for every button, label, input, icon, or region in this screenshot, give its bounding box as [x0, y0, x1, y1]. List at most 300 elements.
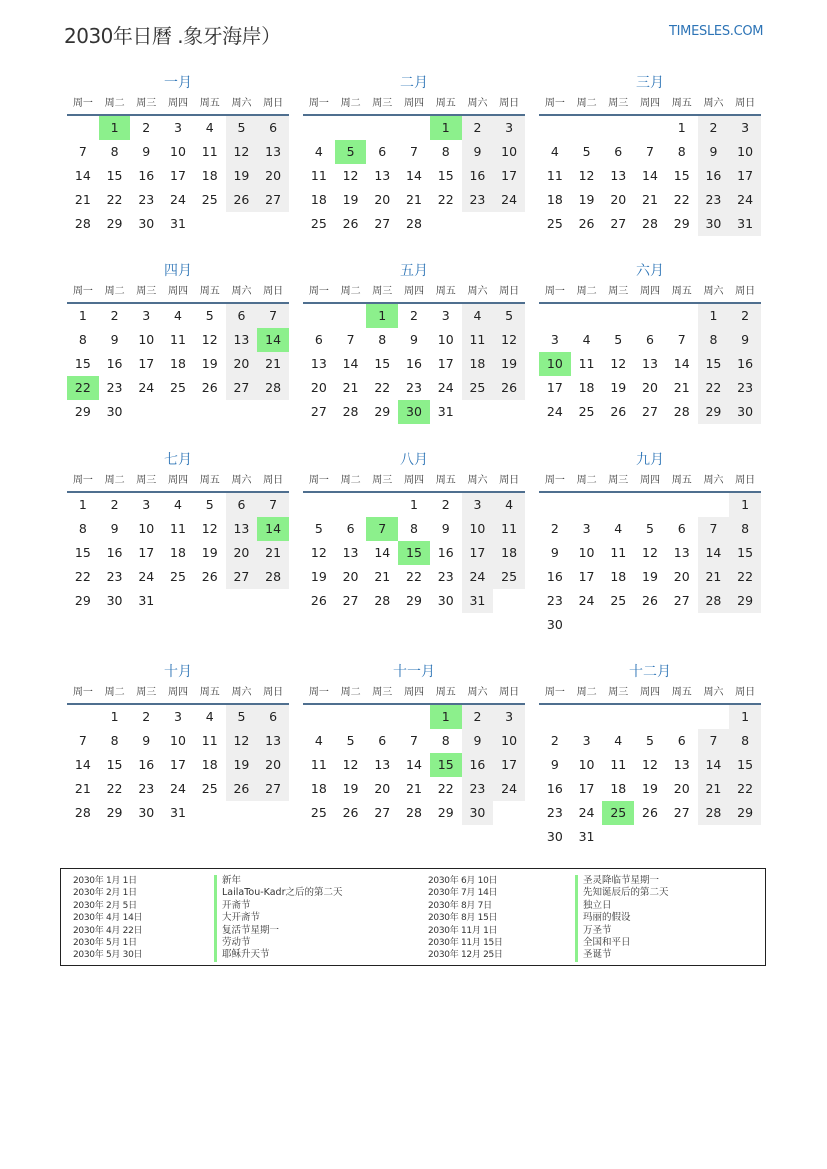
day-cell: 10: [729, 140, 761, 164]
weekday-label: 周四: [404, 687, 425, 698]
day-cell: 24: [578, 593, 595, 608]
empty-cell: [398, 705, 430, 729]
day-cell: 6: [378, 144, 387, 159]
day-cell: 6: [314, 332, 323, 347]
day-cell: 4: [550, 144, 559, 159]
day-cell: 28: [406, 805, 422, 820]
day-cell: 23: [406, 380, 422, 395]
weekday-label: 周六: [467, 475, 488, 486]
day-cell: 25: [201, 192, 218, 207]
empty-cell: [335, 493, 367, 517]
day-cell: 26: [201, 569, 218, 584]
day-cell: 20: [673, 569, 690, 584]
empty-cell: [335, 116, 367, 140]
holiday-list: [60, 868, 766, 966]
weekday-label: 周二: [576, 687, 597, 698]
day-cell: 9: [410, 332, 418, 347]
day-cell: 3: [174, 709, 182, 724]
day-cell: 15: [106, 757, 123, 772]
month-block: [67, 661, 289, 825]
day-cell: 5: [314, 521, 323, 536]
weekday-label: 周四: [640, 286, 661, 297]
weekday-label: 周三: [608, 286, 629, 297]
empty-cell: [539, 116, 571, 140]
weekday-header: [303, 471, 525, 493]
day-cell: 18: [201, 757, 218, 772]
day-cell: 19: [642, 781, 658, 796]
holiday-day-cell: 22: [67, 376, 99, 400]
day-cell: 13: [226, 517, 258, 541]
month-block: [67, 449, 289, 613]
day-cell: 14: [698, 753, 730, 777]
weekday-label: 周五: [199, 687, 220, 698]
day-cell: 16: [546, 569, 563, 584]
weekday-label: 周四: [168, 687, 189, 698]
day-cell: 9: [110, 521, 119, 536]
day-cell: 3: [493, 705, 525, 729]
day-cell: 31: [170, 805, 186, 820]
day-cell: 29: [698, 400, 730, 424]
weekday-label: 周日: [735, 475, 756, 486]
day-cell: 4: [174, 497, 182, 512]
day-cell: 31: [729, 212, 761, 236]
day-cell: 11: [546, 168, 563, 183]
weekday-label: 周四: [640, 475, 661, 486]
day-grid: [539, 705, 761, 849]
day-cell: 21: [374, 569, 391, 584]
day-cell: 16: [138, 757, 155, 772]
day-cell: 18: [170, 356, 186, 371]
weekday-label: 周一: [544, 687, 565, 698]
day-cell: 17: [493, 753, 525, 777]
day-cell: 13: [642, 356, 658, 371]
day-cell: 9: [550, 757, 559, 772]
day-cell: 3: [142, 308, 151, 323]
weekday-label: 周三: [136, 286, 157, 297]
day-cell: 17: [138, 356, 155, 371]
empty-cell: [303, 493, 335, 517]
day-cell: 24: [546, 404, 563, 419]
day-cell: 24: [138, 569, 155, 584]
day-cell: 2: [142, 120, 151, 135]
day-cell: 24: [437, 380, 454, 395]
day-cell: 10: [138, 521, 155, 536]
month-name: 七月: [164, 452, 192, 468]
day-grid: [67, 116, 289, 236]
empty-cell: [666, 493, 698, 517]
day-cell: 12: [310, 545, 327, 560]
weekday-label: 周二: [104, 687, 125, 698]
site-brand-link[interactable]: TIMESLES.COM: [669, 24, 764, 39]
weekday-label: 周三: [372, 687, 393, 698]
day-cell: 7: [410, 144, 418, 159]
day-cell: 6: [257, 705, 289, 729]
holiday-name: 圣灵降临节星期一: [575, 875, 669, 887]
day-cell: 12: [226, 140, 258, 164]
day-cell: 29: [729, 589, 761, 613]
holiday-day-cell: 14: [257, 517, 289, 541]
day-cell: 7: [78, 144, 87, 159]
weekday-label: 周五: [199, 98, 220, 109]
day-cell: 27: [642, 404, 658, 419]
day-cell: 25: [310, 805, 327, 820]
day-cell: 11: [310, 757, 327, 772]
holiday-date: 2030年 6月 10日: [428, 876, 498, 886]
day-grid: [67, 493, 289, 613]
holiday-name: 独立日: [575, 900, 669, 912]
holiday-date: 2030年 5月 30日: [73, 950, 143, 961]
holiday-day-cell: 14: [257, 328, 289, 352]
day-cell: 28: [673, 404, 690, 419]
day-cell: 17: [493, 164, 525, 188]
weekday-label: 周一: [544, 98, 565, 109]
holiday-name: 先知诞辰后的第二天: [575, 887, 669, 899]
day-cell: 18: [170, 545, 186, 560]
day-cell: 12: [342, 168, 359, 183]
weekday-label: 周三: [608, 98, 629, 109]
weekday-label: 周六: [703, 286, 724, 297]
weekday-label: 周六: [231, 475, 252, 486]
weekday-label: 周一: [72, 286, 93, 297]
holiday-name: 玛丽的假设: [575, 912, 669, 924]
day-cell: 19: [201, 356, 218, 371]
day-cell: 30: [106, 404, 123, 419]
day-cell: 22: [406, 569, 422, 584]
holiday-names-right: [575, 875, 669, 962]
day-cell: 5: [205, 497, 214, 512]
day-cell: 25: [610, 593, 627, 608]
day-cell: 29: [106, 216, 123, 231]
day-cell: 4: [314, 733, 323, 748]
day-cell: 20: [257, 164, 289, 188]
day-cell: 5: [205, 308, 214, 323]
day-cell: 7: [257, 493, 289, 517]
day-cell: 8: [729, 729, 761, 753]
weekday-label: 周日: [263, 286, 284, 297]
day-cell: 11: [578, 356, 595, 371]
month-block: [303, 260, 525, 424]
day-cell: 25: [493, 565, 525, 589]
weekday-label: 周四: [640, 687, 661, 698]
day-cell: 20: [374, 192, 391, 207]
day-cell: 16: [546, 781, 563, 796]
day-cell: 30: [546, 617, 563, 632]
day-cell: 7: [677, 332, 686, 347]
day-cell: 20: [226, 352, 258, 376]
day-cell: 7: [698, 729, 730, 753]
day-cell: 28: [342, 404, 359, 419]
day-cell: 10: [170, 144, 186, 159]
weekday-label: 周一: [308, 98, 329, 109]
day-cell: 11: [201, 733, 218, 748]
day-cell: 7: [78, 733, 87, 748]
day-cell: 19: [226, 753, 258, 777]
day-cell: 4: [205, 709, 214, 724]
day-cell: 26: [342, 805, 359, 820]
day-cell: 17: [546, 380, 563, 395]
day-cell: 30: [138, 805, 155, 820]
empty-cell: [539, 304, 571, 328]
day-cell: 30: [437, 593, 454, 608]
weekday-label: 周六: [467, 98, 488, 109]
holiday-date: 2030年 11月 15日: [428, 937, 503, 948]
day-cell: 30: [106, 593, 123, 608]
day-cell: 27: [226, 376, 258, 400]
empty-cell: [571, 705, 603, 729]
holiday-day-cell: 1: [430, 705, 462, 729]
day-cell: 12: [201, 332, 218, 347]
day-cell: 24: [578, 805, 595, 820]
day-cell: 6: [677, 733, 686, 748]
day-cell: 21: [406, 781, 422, 796]
day-cell: 29: [729, 801, 761, 825]
empty-cell: [666, 705, 698, 729]
day-cell: 4: [614, 521, 623, 536]
day-cell: 9: [462, 729, 494, 753]
day-cell: 23: [462, 777, 494, 801]
weekday-label: 周日: [263, 475, 284, 486]
day-cell: 29: [673, 216, 690, 231]
weekday-label: 周日: [499, 98, 520, 109]
weekday-label: 周五: [435, 687, 456, 698]
day-cell: 4: [614, 733, 623, 748]
day-cell: 16: [106, 545, 123, 560]
day-cell: 16: [406, 356, 422, 371]
day-cell: 12: [642, 545, 658, 560]
day-cell: 9: [142, 733, 151, 748]
day-grid: [303, 304, 525, 424]
holiday-name: 开斋节: [214, 900, 343, 912]
day-cell: 15: [437, 168, 454, 183]
empty-cell: [634, 304, 666, 328]
day-cell: 1: [110, 709, 119, 724]
day-cell: 18: [462, 352, 494, 376]
day-cell: 31: [170, 216, 186, 231]
day-cell: 22: [673, 192, 690, 207]
month-block: [303, 449, 525, 613]
day-cell: 12: [578, 168, 595, 183]
holiday-name: LailaTou-Kadr之后的第二天: [214, 887, 343, 899]
empty-cell: [366, 493, 398, 517]
day-cell: 3: [174, 120, 182, 135]
day-cell: 3: [142, 497, 151, 512]
day-cell: 29: [437, 805, 454, 820]
day-cell: 31: [578, 829, 595, 844]
day-cell: 26: [342, 216, 359, 231]
day-cell: 14: [374, 545, 391, 560]
weekday-label: 周一: [544, 475, 565, 486]
day-cell: 29: [74, 404, 91, 419]
day-cell: 15: [729, 753, 761, 777]
day-cell: 5: [614, 332, 623, 347]
day-cell: 19: [610, 380, 627, 395]
weekday-label: 周六: [231, 687, 252, 698]
day-grid: [539, 304, 761, 424]
empty-cell: [398, 116, 430, 140]
month-name: 十一月: [393, 664, 435, 680]
day-cell: 14: [74, 757, 91, 772]
day-cell: 13: [257, 140, 289, 164]
weekday-label: 周五: [435, 286, 456, 297]
day-cell: 11: [310, 168, 327, 183]
day-cell: 6: [226, 304, 258, 328]
day-cell: 15: [698, 352, 730, 376]
weekday-label: 周二: [340, 687, 361, 698]
day-cell: 14: [642, 168, 658, 183]
day-cell: 28: [257, 376, 289, 400]
empty-cell: [602, 116, 634, 140]
day-cell: 8: [110, 144, 119, 159]
weekday-label: 周二: [340, 475, 361, 486]
day-cell: 28: [698, 801, 730, 825]
day-cell: 11: [610, 757, 627, 772]
holiday-name: 圣诞节: [575, 949, 669, 961]
day-cell: 5: [646, 521, 654, 536]
weekday-header: [67, 282, 289, 304]
page-title: 2030年日曆 .象牙海岸）: [64, 24, 281, 48]
day-cell: 16: [698, 164, 730, 188]
day-cell: 21: [257, 352, 289, 376]
month-name: 一月: [164, 75, 192, 91]
day-cell: 21: [342, 380, 359, 395]
empty-cell: [634, 493, 666, 517]
day-cell: 23: [138, 781, 155, 796]
holiday-day-cell: 7: [366, 517, 398, 541]
weekday-label: 周三: [372, 475, 393, 486]
day-cell: 8: [441, 144, 450, 159]
day-cell: 17: [437, 356, 454, 371]
weekday-label: 周三: [372, 98, 393, 109]
weekday-label: 周六: [703, 687, 724, 698]
day-cell: 30: [138, 216, 155, 231]
day-cell: 1: [729, 493, 761, 517]
empty-cell: [602, 304, 634, 328]
day-cell: 24: [170, 192, 186, 207]
empty-cell: [571, 493, 603, 517]
day-cell: 6: [378, 733, 387, 748]
day-cell: 27: [374, 216, 391, 231]
day-cell: 1: [698, 304, 730, 328]
day-cell: 28: [74, 805, 91, 820]
day-cell: 9: [698, 140, 730, 164]
holiday-day-cell: 15: [430, 753, 462, 777]
day-cell: 11: [493, 517, 525, 541]
day-cell: 14: [406, 168, 422, 183]
empty-cell: [602, 493, 634, 517]
day-cell: 13: [374, 168, 391, 183]
day-cell: 18: [201, 168, 218, 183]
day-cell: 25: [578, 404, 595, 419]
day-cell: 23: [546, 805, 563, 820]
day-cell: 1: [78, 497, 87, 512]
weekday-label: 周日: [263, 687, 284, 698]
day-cell: 28: [74, 216, 91, 231]
day-cell: 23: [729, 376, 761, 400]
day-cell: 2: [462, 705, 494, 729]
day-cell: 28: [406, 216, 422, 231]
day-cell: 15: [729, 541, 761, 565]
holiday-names-left: [214, 875, 343, 962]
weekday-label: 周二: [104, 286, 125, 297]
day-grid: [303, 116, 525, 236]
day-cell: 9: [550, 545, 559, 560]
month-block: [67, 260, 289, 424]
empty-cell: [602, 705, 634, 729]
day-cell: 2: [550, 521, 559, 536]
month-block: [539, 661, 761, 849]
day-cell: 25: [170, 569, 186, 584]
day-cell: 23: [437, 569, 454, 584]
day-cell: 27: [226, 565, 258, 589]
month-name: 五月: [400, 263, 428, 279]
day-cell: 21: [74, 781, 91, 796]
day-cell: 23: [106, 569, 123, 584]
holiday-date: 2030年 11月 1日: [428, 925, 498, 936]
day-cell: 13: [673, 545, 690, 560]
holiday-name: 全国和平日: [575, 937, 669, 949]
day-cell: 16: [462, 164, 494, 188]
day-cell: 3: [582, 733, 591, 748]
day-cell: 27: [257, 188, 289, 212]
day-cell: 22: [698, 376, 730, 400]
day-cell: 24: [170, 781, 186, 796]
weekday-header: [539, 282, 761, 304]
day-cell: 24: [493, 188, 525, 212]
day-cell: 10: [578, 545, 595, 560]
empty-cell: [303, 304, 335, 328]
day-cell: 11: [610, 545, 627, 560]
weekday-header: [67, 94, 289, 116]
empty-cell: [67, 116, 99, 140]
day-cell: 11: [170, 521, 186, 536]
day-cell: 27: [610, 216, 627, 231]
day-cell: 21: [406, 192, 422, 207]
day-cell: 7: [346, 332, 355, 347]
day-cell: 18: [310, 781, 327, 796]
empty-cell: [634, 116, 666, 140]
day-cell: 25: [462, 376, 494, 400]
day-cell: 7: [646, 144, 654, 159]
weekday-label: 周日: [263, 98, 284, 109]
day-cell: 11: [201, 144, 218, 159]
day-cell: 2: [698, 116, 730, 140]
day-cell: 30: [698, 212, 730, 236]
holiday-dates-left: [73, 875, 142, 962]
day-cell: 10: [493, 140, 525, 164]
day-cell: 19: [226, 164, 258, 188]
month-name: 十月: [164, 664, 192, 680]
holiday-day-cell: 1: [366, 304, 398, 328]
weekday-label: 周三: [372, 286, 393, 297]
day-cell: 23: [698, 188, 730, 212]
day-cell: 17: [578, 569, 595, 584]
day-cell: 18: [610, 781, 627, 796]
weekday-label: 周五: [199, 475, 220, 486]
weekday-label: 周二: [576, 286, 597, 297]
day-cell: 3: [550, 332, 559, 347]
day-cell: 23: [546, 593, 563, 608]
month-name: 六月: [636, 263, 664, 279]
day-cell: 19: [310, 569, 327, 584]
empty-cell: [571, 304, 603, 328]
day-cell: 20: [342, 569, 359, 584]
day-cell: 19: [342, 192, 359, 207]
weekday-label: 周日: [735, 687, 756, 698]
day-cell: 2: [142, 709, 151, 724]
day-cell: 4: [205, 120, 214, 135]
day-cell: 9: [110, 332, 119, 347]
holiday-day-cell: 1: [430, 116, 462, 140]
